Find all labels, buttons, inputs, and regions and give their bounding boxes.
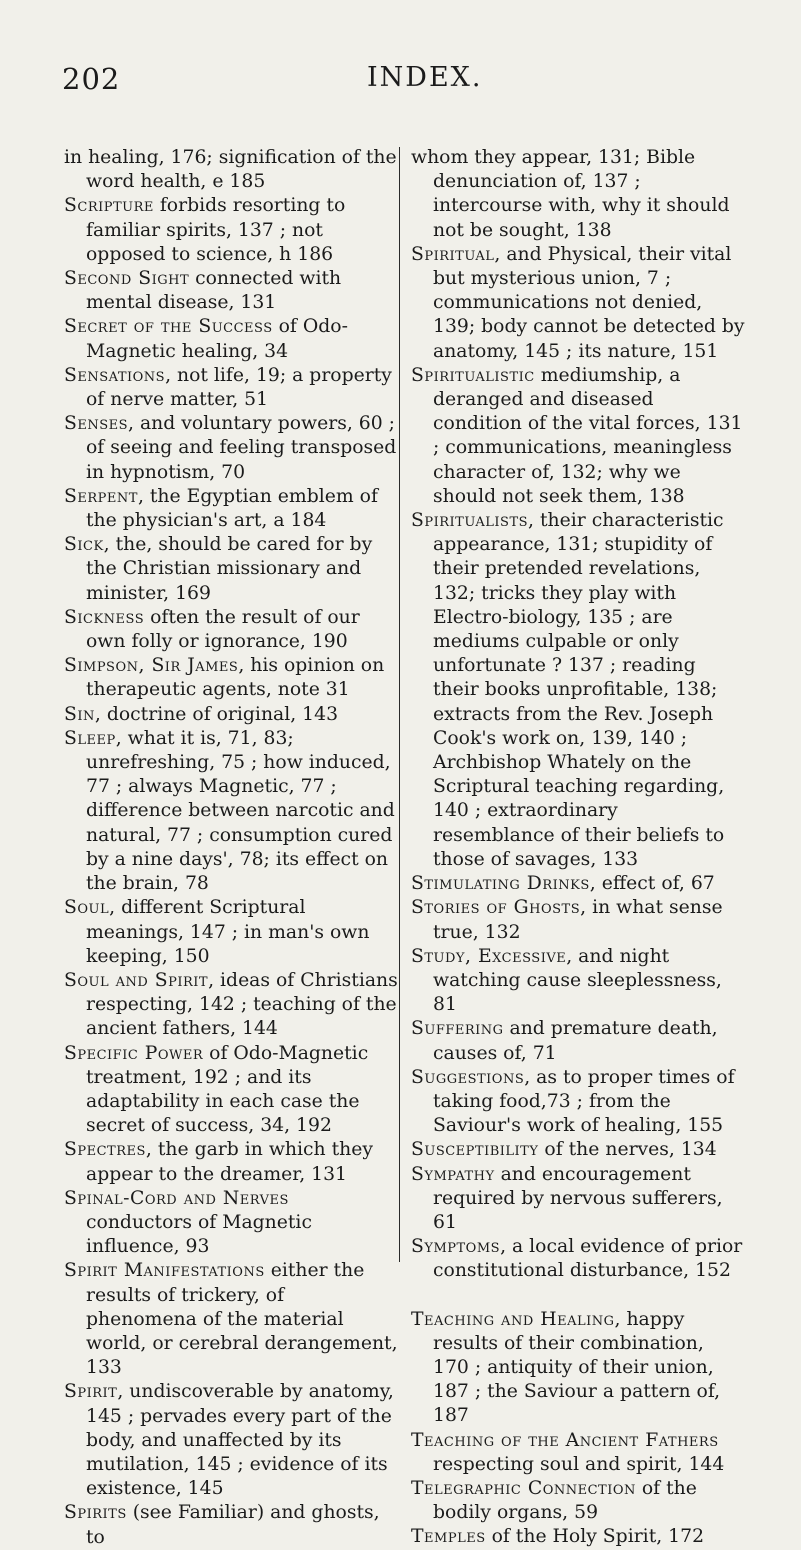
entry-headword: Serpent bbox=[64, 485, 138, 507]
entry-text: , doctrine of original, 143 bbox=[94, 703, 339, 725]
entry-headword: Sleep bbox=[64, 727, 116, 749]
index-entry bbox=[64, 703, 398, 727]
entry-text: , happy results of their combination, 170 ; antiquity of their union, 187 ; the Saviour a pattern of, 187 bbox=[433, 1308, 721, 1427]
entry-headword: Spirits bbox=[64, 1502, 127, 1524]
entry-text: of the bodily organs, 59 bbox=[433, 1477, 697, 1524]
entry-text: mediumship, a deranged and diseased condition of the vital forces, 131 ; communications, meaningless character of, 132; why we should not seek them, 138 bbox=[433, 364, 743, 507]
index-entry bbox=[411, 1235, 745, 1283]
index-entry bbox=[411, 1477, 745, 1525]
entry-text: of the Holy Spirit, 172 bbox=[485, 1526, 705, 1548]
index-entry bbox=[411, 1429, 745, 1477]
index-column-right bbox=[411, 146, 745, 1550]
entry-headword: Second Sight bbox=[64, 268, 190, 290]
index-entry bbox=[64, 654, 398, 702]
entry-text: , their characteristic appearance, 131; stupidity of their pretended revelations, 132; tricks they play with Electro-biology, 135 ; are mediums culpable or only unfortunate ? 137 ; reading their books unprofitable, 138; extracts from the Rev. Joseph Cook's work on, 139, 140 ; Archbishop Whately on the Scriptural teaching regarding, 140 ; extraordinary resemblance of their beliefs to those of savages, 133 bbox=[433, 510, 725, 870]
entry-headword: Spiritualists bbox=[411, 510, 529, 532]
entry-text: and premature death, causes of, 71 bbox=[433, 1018, 718, 1064]
index-entry bbox=[411, 945, 745, 1018]
entry-headword: Stimulating Drinks bbox=[411, 873, 590, 895]
index-entry bbox=[411, 1138, 745, 1162]
entry-headword: Soul bbox=[64, 897, 110, 919]
entry-text: of Odo-Magnetic healing, 34 bbox=[86, 316, 348, 362]
entry-headword: Suffering bbox=[411, 1018, 504, 1040]
index-entry bbox=[64, 896, 398, 969]
entry-headword: Telegraphic Connection bbox=[411, 1477, 636, 1499]
entry-text: respecting soul and spirit, 144 bbox=[433, 1453, 725, 1475]
entry-text: , the Egyptian emblem of the physician's art, a 184 bbox=[86, 485, 378, 532]
entry-text: , different Scriptural meanings, 147 ; in man's own keeping, 150 bbox=[86, 897, 370, 967]
entry-headword: Sick bbox=[64, 534, 104, 556]
entry-headword: Susceptibility bbox=[411, 1139, 539, 1161]
entry-text: conductors of Magnetic influence, 93 bbox=[86, 1211, 312, 1258]
entry-text: connected with mental disease, 131 bbox=[86, 268, 342, 314]
entry-text: , undiscoverable by anatomy, 145 ; pervades every part of the body, and unaffected by its mutilation, 145 ; evidence of its existence, 145 bbox=[86, 1381, 394, 1500]
index-entry bbox=[64, 1138, 398, 1186]
index-entry bbox=[64, 1259, 398, 1380]
entry-headword: Symptoms bbox=[411, 1236, 501, 1258]
entry-headword: Teaching of the Ancient Fathers bbox=[411, 1429, 719, 1451]
index-entry bbox=[411, 509, 745, 872]
entry-headword: Temples bbox=[411, 1526, 486, 1548]
entry-headword: Sin bbox=[64, 703, 95, 725]
entry-text: , what it is, 71, 83; unrefreshing, 75 ; how induced, 77 ; always Magnetic, 77 ; difference between narcotic and natural, 77 ; consumption cured by a nine days', 78; its effect on the brain, 78 bbox=[86, 727, 395, 895]
index-entry bbox=[64, 412, 398, 485]
entry-headword: Senses bbox=[64, 413, 129, 435]
entry-text: , his opinion on therapeutic agents, note 31 bbox=[86, 655, 385, 701]
entry-text: forbids resorting to familiar spirits, 137 ; not opposed to science, h 186 bbox=[86, 195, 346, 265]
entry-text: , the garb in which they appear to the dreamer, 131 bbox=[86, 1139, 373, 1185]
index-entry bbox=[64, 485, 398, 533]
entry-headword: Specific Power bbox=[64, 1042, 204, 1064]
entry-headword: Teaching and Healing bbox=[411, 1308, 615, 1330]
entry-headword: Soul and Spirit bbox=[64, 969, 209, 991]
entry-headword: Secret of the Success bbox=[64, 316, 273, 338]
index-entry bbox=[411, 1066, 745, 1139]
entry-headword: Scripture bbox=[64, 195, 154, 217]
entry-text: , as to proper times of taking food,73 ; from the Saviour's work of healing, 155 bbox=[433, 1066, 735, 1137]
index-entry bbox=[411, 1308, 745, 1429]
index-entry bbox=[64, 194, 398, 267]
index-entry bbox=[64, 1187, 398, 1260]
entry-headword: Sympathy bbox=[411, 1163, 495, 1185]
index-entry bbox=[411, 1163, 745, 1236]
entry-headword: Stories of Ghosts bbox=[411, 897, 581, 919]
entry-text: , in what sense true, 132 bbox=[433, 897, 723, 943]
page-header bbox=[62, 62, 766, 102]
entry-text: , ideas of Christians respecting, 142 ; teaching of the ancient fathers, 144 bbox=[86, 969, 398, 1040]
entry-text: , and night watching cause sleeplessness, 81 bbox=[433, 945, 722, 1016]
entry-headword: Spinal-Cord and Nerves bbox=[64, 1187, 289, 1209]
entry-headword: Sickness bbox=[64, 606, 145, 628]
index-entry bbox=[411, 1017, 745, 1065]
index-entry bbox=[64, 606, 398, 654]
entry-headword: Spectres bbox=[64, 1139, 146, 1161]
page-number: 202 bbox=[62, 62, 121, 96]
entry-headword: Sensations bbox=[64, 364, 166, 386]
entry-text: , effect of, 67 bbox=[589, 873, 715, 895]
index-entry bbox=[64, 533, 398, 606]
index-entry bbox=[64, 1042, 398, 1139]
entry-text: , not life, 19; a property of nerve matter, 51 bbox=[86, 364, 392, 411]
entry-headword: Spirit bbox=[64, 1381, 118, 1403]
index-entry bbox=[64, 267, 398, 315]
index-entry bbox=[411, 243, 745, 364]
index-entry bbox=[411, 364, 745, 509]
index-entry bbox=[64, 969, 398, 1042]
column-divider bbox=[399, 147, 400, 1262]
index-entry bbox=[64, 315, 398, 363]
entry-headword: Study, Excessive bbox=[411, 945, 567, 967]
entry-text: , and voluntary powers, 60 ; of seeing and feeling transposed in hypnotism, 70 bbox=[86, 413, 397, 483]
index-entry bbox=[64, 1501, 398, 1549]
entry-headword: Suggestions bbox=[411, 1066, 525, 1088]
entry-text: either the results of trickery, of phenomena of the material world, or cerebral derangement, 133 bbox=[86, 1260, 398, 1379]
index-entry bbox=[411, 872, 745, 896]
index-entry bbox=[64, 1380, 398, 1501]
index-column-left bbox=[64, 146, 398, 1550]
entry-text: of Odo-Magnetic treatment, 192 ; and its adaptability in each case the secret of success, 34, 192 bbox=[86, 1042, 369, 1137]
entry-text: (see Familiar) and ghosts, to bbox=[86, 1502, 380, 1548]
index-entry bbox=[411, 896, 745, 944]
index-entry bbox=[64, 364, 398, 412]
entry-headword: Spiritualistic bbox=[411, 364, 535, 386]
index-entry bbox=[64, 146, 398, 194]
index-entry bbox=[411, 1525, 745, 1549]
entry-headword: Simpson, Sir James bbox=[64, 655, 239, 677]
entry-headword: Spirit Manifestations bbox=[64, 1260, 265, 1282]
entry-text: in healing, 176; signification of the word health, e 185 bbox=[64, 147, 397, 193]
entry-headword: Spiritual bbox=[411, 243, 495, 265]
index-entry bbox=[411, 146, 745, 243]
running-head: INDEX. bbox=[367, 62, 483, 93]
entry-text: , the, should be cared for by the Christian missionary and minister, 169 bbox=[86, 534, 373, 604]
entry-text: often the result of our own folly or ignorance, 190 bbox=[86, 606, 360, 653]
index-entry bbox=[64, 727, 398, 896]
entry-text: , and Physical, their vital but mysterious union, 7 ; communications not denied, 139; body cannot be detected by anatomy, 145 ; its nature, 151 bbox=[433, 243, 745, 362]
entry-text: and encouragement required by nervous sufferers, 61 bbox=[433, 1163, 723, 1233]
entry-text: , a local evidence of prior constitutional disturbance, 152 bbox=[433, 1236, 743, 1282]
entry-text: of the nerves, 134 bbox=[538, 1139, 717, 1161]
entry-text: whom they appear, 131; Bible denunciation of, 137 ; intercourse with, why it should not be sought, 138 bbox=[411, 147, 730, 241]
